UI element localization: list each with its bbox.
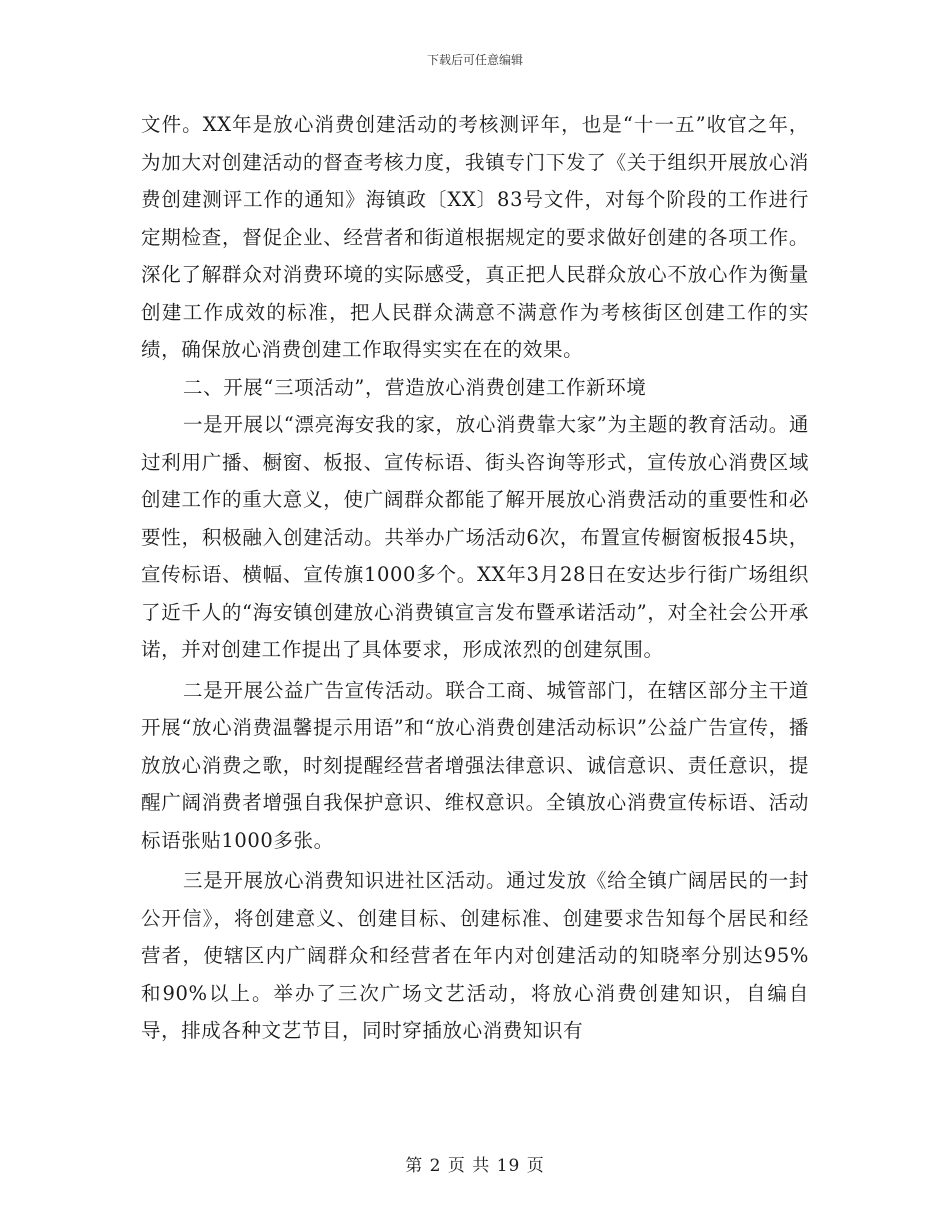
paragraph-activity-3: 三是开展放心消费知识进社区活动。通过发放《给全镇广阔居民的一封公开信》，将创建意义、创建目标、创建标准、创建要求告知每个居民和经营者，使辖区内广阔群众和经营者在年内对创建活动的知晓率分别达95%和90%以上。举办了三次广场文艺活动，将放心消费创建知识，自编自导，排成各种文艺节目，同时穿插放心消费知识有 [141,869,809,1042]
section-heading: 二、开展“三项活动”，营造放心消费创建工作新环境 [183,375,647,399]
document-body [141,106,809,1050]
header-note: 下载后可任意编辑 [426,53,523,67]
paragraph-continuation: 文件。XX年是放心消费创建活动的考核测评年，也是“十一五”收官之年，为加大对创建活动的督查考核力度，我镇专门下发了《关于组织开展放心消费创建测评工作的通知》海镇政〔XX〕83号文件，对每个阶段的工作进行定期检查，督促企业、经营者和街道根据规定的要求做好创建的各项工作。深化了解群众对消费环境的实际感受，真正把人民群众放心不放心作为衡量创建工作成效的标准，把人民群众满意不满意作为考核街区创建工作的实绩，确保放心消费创建工作取得实实在在的效果。 [141,113,809,361]
page-number-footer: 第 2 页 共 19 页 [405,1156,545,1176]
paragraph-activity-2: 二是开展公益广告宣传活动。联合工商、城管部门，在辖区部分主干道开展“放心消费温馨提示用语”和“放心消费创建活动标识”公益广告宣传，播放放心消费之歌，时刻提醒经营者增强法律意识、诚信意识、责任意识，提醒广阔消费者增强自我保护意识、维权意识。全镇放心消费宣传标语、活动标语张贴1000多张。 [141,678,809,852]
paragraph-activity-1: 一是开展以“漂亮海安我的家，放心消费靠大家”为主题的教育活动。通过利用广播、橱窗、板报、宣传标语、街头咨询等形式，宣传放心消费区域创建工作的重大意义，使广阔群众都能了解开展放心消费活动的重要性和必要性，积极融入创建活动。共举办广场活动6次，布置宣传橱窗板报45块，宣传标语、横幅、宣传旗1000多个。XX年3月28日在安达步行街广场组织了近千人的“海安镇创建放心消费镇宣言发布暨承诺活动”，对全社会公开承诺，并对创建工作提出了具体要求，形成浓烈的创建氛围。 [141,413,809,661]
